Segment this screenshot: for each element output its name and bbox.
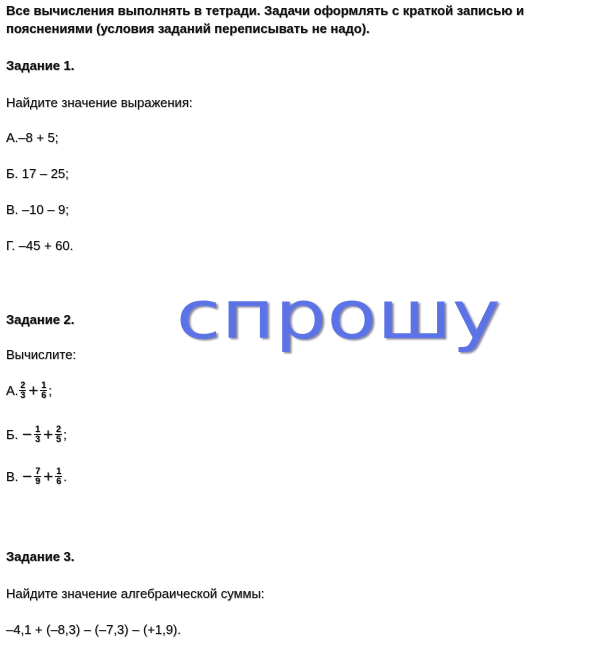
fraction (55, 467, 62, 486)
fraction (40, 381, 47, 400)
intro-line-1: Все вычисления выполнять в тетради. Задачи оформлять с краткой записью и (6, 3, 524, 18)
task2-item-c (6, 467, 67, 486)
task2-item-b (6, 425, 67, 444)
fraction-numerator: 1 (56, 466, 62, 476)
fraction-denominator: 3 (35, 434, 41, 444)
task3-expression: –4,1 + (–8,3) – (–7,3) – (+1,9). (6, 622, 181, 637)
plus-operator: + (43, 467, 54, 486)
task1-item-b: Б. 17 – 25; (6, 166, 69, 181)
terminator: . (63, 469, 67, 484)
task2-prompt: Вычислите: (6, 347, 77, 362)
task2-c-label: В. (6, 469, 19, 484)
task2-b-label: Б. (6, 427, 19, 442)
task3-prompt: Найдите значение алгебраической суммы: (6, 586, 265, 601)
fraction (34, 425, 41, 444)
fraction (34, 467, 41, 486)
fraction-denominator: 6 (56, 476, 62, 486)
task1-item-d: Г. –45 + 60. (6, 238, 74, 253)
terminator: ; (48, 383, 52, 398)
task2-a-label: А. (6, 383, 19, 398)
intro-line-2: пояснениями (условия заданий переписывать не надо). (6, 21, 370, 36)
fraction (55, 425, 62, 444)
plus-operator: + (43, 425, 54, 444)
task2-title: Задание 2. (6, 312, 75, 327)
terminator: ; (63, 427, 67, 442)
fraction-numerator: 2 (20, 380, 26, 390)
fraction-denominator: 6 (41, 390, 47, 400)
fraction-numerator: 2 (56, 424, 62, 434)
fraction-numerator: 7 (35, 466, 41, 476)
task1-title: Задание 1. (6, 58, 75, 73)
watermark-text: спрошу (176, 276, 501, 355)
task1-item-c: В. –10 – 9; (6, 202, 69, 217)
fraction-numerator: 1 (41, 380, 47, 390)
task1-item-a: А.–8 + 5; (6, 130, 59, 145)
task1-prompt: Найдите значение выражения: (6, 95, 193, 110)
fraction-denominator: 5 (56, 434, 62, 444)
fraction-denominator: 3 (20, 390, 26, 400)
task2-item-a (6, 381, 52, 400)
fraction-numerator: 1 (35, 424, 41, 434)
plus-operator: + (28, 381, 39, 400)
minus-sign: − (22, 425, 33, 444)
task3-title: Задание 3. (6, 549, 75, 564)
fraction (19, 381, 26, 400)
fraction-denominator: 9 (35, 476, 41, 486)
minus-sign: − (22, 467, 33, 486)
